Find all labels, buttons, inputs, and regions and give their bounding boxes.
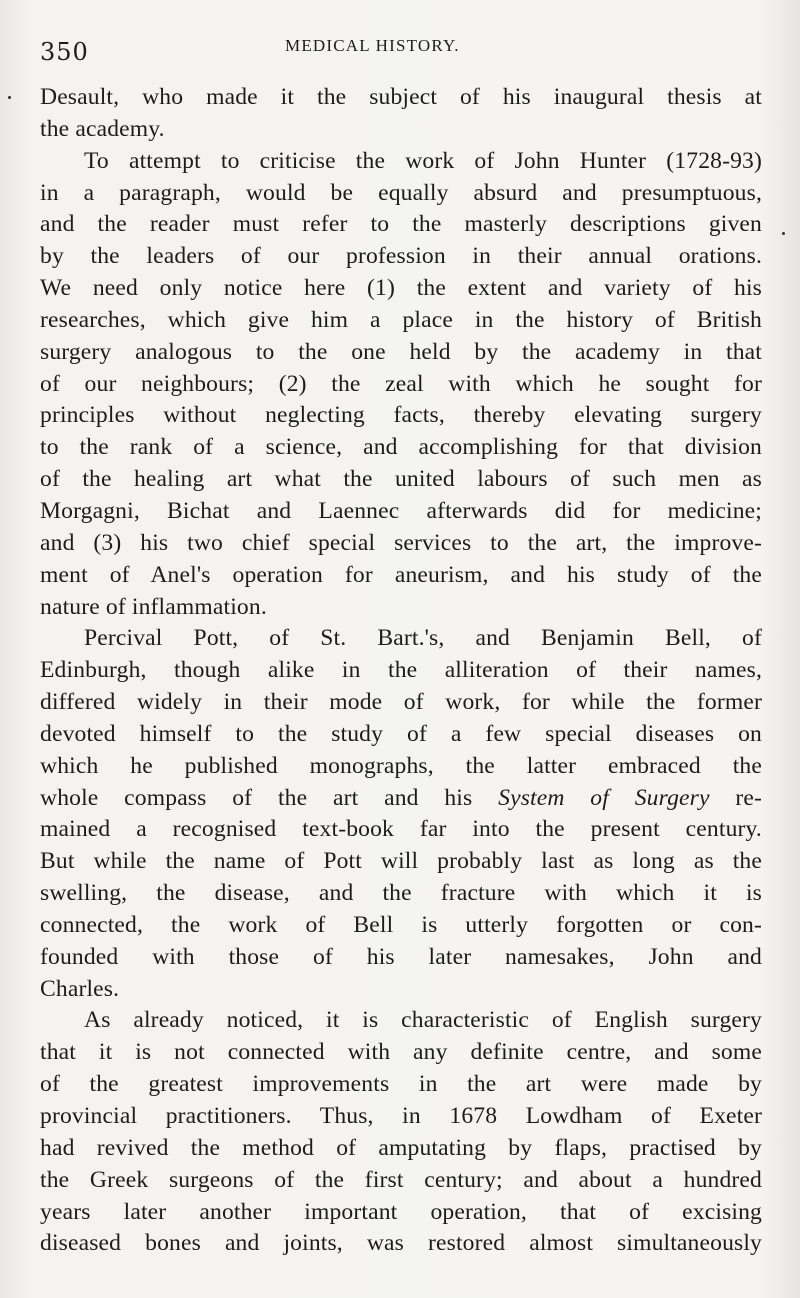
book-title: System of Surgery <box>498 784 710 811</box>
text-line: nature of inflammation. <box>40 593 267 620</box>
text-line: by the leaders of our profession in their annual orations. <box>40 243 762 270</box>
text-line: the academy. <box>40 115 165 142</box>
text-line <box>40 783 762 815</box>
text-line: mained a recognised text-book far into the present century. <box>40 816 762 843</box>
text-line: in a paragraph, would be equally absurd and presumptuous, <box>40 179 762 206</box>
text-line: ment of Anel's operation for aneurism, and his study of the <box>40 561 762 588</box>
text-line: Percival Pott, of St. Bart.'s, and Benjamin Bell, of <box>84 625 762 652</box>
text-line: and (3) his two chief special services to the art, the improve- <box>40 529 762 556</box>
text-line: Morgagni, Bichat and Laennec afterwards did for medicine; <box>40 497 762 524</box>
text-line: that it is not connected with any definite centre, and some <box>40 1039 762 1066</box>
page-number: 350 <box>40 38 89 66</box>
text-line: principles without neglecting facts, thereby elevating surgery <box>40 402 762 429</box>
text-line: provincial practitioners. Thus, in 1678 Lowdham of Exeter <box>40 1103 762 1129</box>
text-line: devoted himself to the study of a few special diseases on <box>40 720 762 747</box>
text-line: of the healing art what the united labours of such men as <box>40 466 762 493</box>
text-line: surgery analogous to the one held by the academy in that <box>40 338 762 365</box>
running-head: MEDICAL HISTORY. <box>285 36 460 55</box>
text-line: of our neighbours; (2) the zeal with which he sought for <box>40 370 762 397</box>
text-line: Edinburgh, though alike in the alliteration of their names, <box>40 657 762 684</box>
text-line: swelling, the disease, and the fracture with which it is <box>40 880 762 907</box>
text-line: to the rank of a science, and accomplishing for that division <box>40 434 762 461</box>
print-speck <box>8 96 11 99</box>
text-line: founded with those of his later namesakes, John and <box>40 943 762 970</box>
text-line: connected, the work of Bell is utterly forgotten or con- <box>40 911 762 938</box>
page-header <box>0 34 800 64</box>
text-line: the Greek surgeons of the first century; and about a hundred <box>40 1166 762 1193</box>
text-line: years later another important operation, that of excising <box>40 1198 762 1225</box>
print-speck <box>782 232 785 235</box>
text-line: and the reader must refer to the masterly descriptions given <box>40 211 762 238</box>
text-line: diseased bones and joints, was restored almost simultaneously <box>40 1230 762 1257</box>
text-line: of the greatest improvements in the art were made by <box>40 1071 762 1098</box>
text-line: We need only notice here (1) the extent and variety of his <box>40 275 762 302</box>
text-line: researches, which give him a place in the history of British <box>40 306 762 333</box>
body-text <box>40 82 762 1260</box>
text-line: which he published monographs, the latter embraced the <box>40 752 762 779</box>
text-line: had revived the method of amputating by flaps, practised by <box>40 1134 762 1161</box>
text-line: But while the name of Pott will probably last as long as the <box>40 848 762 875</box>
text-line: Desault, who made it the subject of his inaugural thesis at <box>40 84 762 110</box>
text-line: Charles. <box>40 975 120 1002</box>
text-line-segment: re- <box>709 784 762 811</box>
text-line: To attempt to criticise the work of John Hunter (1728-93) <box>84 147 762 174</box>
text-line-segment: whole compass of the art and his <box>40 784 499 811</box>
text-line: differed widely in their mode of work, for while the former <box>40 689 762 716</box>
text-line: As already noticed, it is characteristic of English surgery <box>84 1007 762 1034</box>
